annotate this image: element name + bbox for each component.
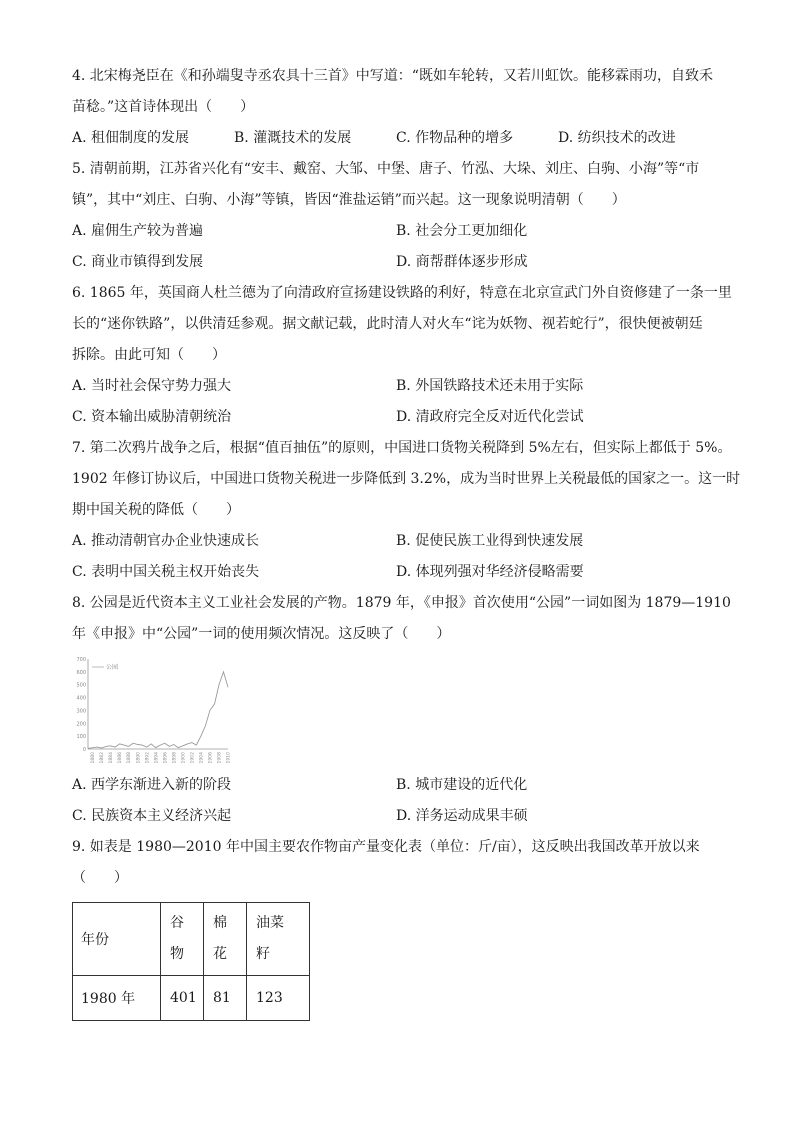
x-tick-label: 1898 <box>172 752 178 764</box>
y-tick-label: 600 <box>76 669 86 676</box>
table-header-row <box>73 903 310 976</box>
q4-option-b[interactable]: B. 灌溉技术的发展 <box>234 130 352 146</box>
question-8 <box>72 591 732 835</box>
x-tick-label: 1892 <box>145 752 151 764</box>
chart-axes <box>88 659 228 749</box>
x-tick-label: 1884 <box>109 752 115 764</box>
q5-option-b[interactable]: B. 社会分工更加细化 <box>396 223 528 239</box>
cell-grain: 401 <box>161 976 204 1021</box>
table-row <box>73 976 310 1021</box>
q4-option-d[interactable]: D. 纺织技术的改进 <box>558 130 676 146</box>
q6-option-d[interactable]: D. 清政府完全反对近代化尝试 <box>396 409 584 425</box>
x-tick-label: 1896 <box>163 752 169 764</box>
q8-options-row-2 <box>72 804 732 835</box>
q8-stem-line-1: 8. 公园是近代资本主义工业社会发展的产物。1879 年，《申报》首次使用“公园”一词如图为 1879—1910 <box>72 595 731 611</box>
q8-options-row-1 <box>72 773 732 804</box>
q7-options-row-2 <box>72 560 732 591</box>
y-tick-label: 0 <box>82 747 86 753</box>
header-rapeseed <box>247 903 310 976</box>
header-year: 年份 <box>73 903 161 976</box>
cell-cotton: 81 <box>204 976 247 1021</box>
series-line-gongyuan <box>88 672 228 749</box>
q4-option-a[interactable]: A. 租佃制度的发展 <box>72 130 190 146</box>
q5-options-row-2 <box>72 250 732 281</box>
header-grain-char-2: 物 <box>170 946 184 962</box>
q6-stem-line-2: 长的“迷你铁路”，以供清廷参观。据文献记载，此时清人对火车“诧为妖物、视若蛇行”，很快便被朝廷 <box>72 316 703 332</box>
q7-option-b[interactable]: B. 促使民族工业得到快速发展 <box>396 533 584 549</box>
x-tick-label: 1906 <box>208 752 214 764</box>
y-tick-label: 100 <box>76 734 86 741</box>
q8-option-d[interactable]: D. 洋务运动成果丰硕 <box>396 808 528 824</box>
y-tick-label: 700 <box>76 657 86 663</box>
q8-option-b[interactable]: B. 城市建设的近代化 <box>396 777 528 793</box>
q6-option-c[interactable]: C. 资本输出威胁清朝统治 <box>72 409 232 425</box>
x-tick-label: 1900 <box>181 752 187 764</box>
header-cotton-char-2: 花 <box>213 946 227 962</box>
question-9 <box>72 835 732 1021</box>
crop-yield-table <box>72 902 310 1021</box>
x-tick-label: 1894 <box>154 752 160 764</box>
q6-stem-line-1: 6. 1865 年，英国商人杜兰德为了向清政府宣扬建设铁路的利好，特意在北京宣武门外自资修建了一条一里 <box>72 285 732 301</box>
x-tick-label: 1886 <box>118 752 124 764</box>
question-7 <box>72 436 741 591</box>
header-cotton-char-1: 棉 <box>213 915 227 931</box>
q7-option-a[interactable]: A. 推动清朝官办企业快速成长 <box>72 533 260 549</box>
header-grain-char-1: 谷 <box>170 915 184 931</box>
header-rapeseed-part-2: 籽 <box>256 946 270 962</box>
q6-options-row-2 <box>72 405 732 436</box>
chart-y-ticks <box>76 657 86 753</box>
y-tick-label: 500 <box>76 682 86 689</box>
q5-option-c[interactable]: C. 商业市镇得到发展 <box>72 254 204 270</box>
q9-stem-line-1: 9. 如表是 1980—2010 年中国主要农作物亩产量变化表（单位：斤/亩），这反映出我国改革开放以来 <box>72 839 700 855</box>
cell-year: 1980 年 <box>73 976 161 1021</box>
gongyuan-frequency-chart <box>72 653 232 773</box>
q5-stem-line-2: 镇”，其中“刘庄、白驹、小海”等镇，皆因“淮盐运销”而兴起。这一现象说明清朝（ ） <box>72 192 626 208</box>
x-tick-label: 1902 <box>190 752 196 764</box>
y-tick-label: 300 <box>76 708 86 715</box>
q7-option-d[interactable]: D. 体现列强对华经济侵略需要 <box>396 564 584 580</box>
q5-stem-line-1: 5. 清朝前期，江苏省兴化有“安丰、戴窑、大邹、中堡、唐子、竹泓、大垛、刘庄、白驹、小海”等“市 <box>72 161 700 177</box>
q4-option-c[interactable]: C. 作物品种的增多 <box>396 130 514 146</box>
q5-option-d[interactable]: D. 商帮群体逐步形成 <box>396 254 528 270</box>
q7-options-row-1 <box>72 529 732 560</box>
cell-rapeseed: 123 <box>247 976 310 1021</box>
q4-stem-line-1: 4. 北宋梅尧臣在《和孙端叟寺丞农具十三首》中写道：“既如车轮转，又若川虹饮。能移霖雨功，自致禾 <box>72 68 713 84</box>
legend-label: 公园 <box>106 664 119 671</box>
q6-options-row-1 <box>72 374 732 405</box>
q6-stem-line-3: 拆除。由此可知（ ） <box>72 347 226 363</box>
q7-stem-line-3: 期中国关税的降低（ ） <box>72 502 240 518</box>
q6-option-b[interactable]: B. 外国铁路技术还未用于实际 <box>396 378 584 394</box>
x-tick-label: 1904 <box>199 752 205 764</box>
q7-stem-line-2: 1902 年修订协议后，中国进口货物关税进一步降低到 3.2%，成为当时世界上关税最低的国家之一。这一时 <box>72 471 741 487</box>
chart-legend <box>92 663 118 671</box>
chart-series <box>88 672 228 749</box>
chart-x-ticks <box>90 752 231 764</box>
header-rapeseed-part-1: 油菜 <box>256 915 284 931</box>
question-6 <box>72 281 732 436</box>
q8-option-c[interactable]: C. 民族资本主义经济兴起 <box>72 808 232 824</box>
x-tick-label: 1882 <box>100 752 106 764</box>
x-tick-label: 1908 <box>217 752 223 764</box>
q8-stem-line-2: 年《申报》中“公园”一词的使用频次情况。这反映了（ ） <box>72 626 451 642</box>
q7-option-c[interactable]: C. 表明中国关税主权开始丧失 <box>72 564 260 580</box>
q5-option-a[interactable]: A. 雇佣生产较为普遍 <box>72 223 204 239</box>
x-tick-label: 1890 <box>136 752 142 764</box>
x-tick-label: 1910 <box>226 752 232 764</box>
question-4 <box>72 64 732 157</box>
x-tick-label: 1888 <box>127 752 133 764</box>
x-tick-label: 1880 <box>91 752 97 764</box>
q9-stem-line-2: （ ） <box>72 870 128 886</box>
exam-page <box>72 64 741 1021</box>
header-grain <box>161 903 204 976</box>
question-5 <box>72 157 732 281</box>
q5-options-row-1 <box>72 219 732 250</box>
y-tick-label: 400 <box>76 695 86 702</box>
q7-stem-line-1: 7. 第二次鸦片战争之后，根据“值百抽伍”的原则，中国进口货物关税降到 5%左右，但实际上都低于 5%。 <box>72 440 732 456</box>
header-cotton <box>204 903 247 976</box>
q4-options <box>72 126 732 157</box>
q4-stem-line-2: 苗稔。”这首诗体现出（ ） <box>72 99 255 115</box>
y-tick-label: 200 <box>76 721 86 728</box>
q6-option-a[interactable]: A. 当时社会保守势力强大 <box>72 378 232 394</box>
q8-option-a[interactable]: A. 西学东渐进入新的阶段 <box>72 777 232 793</box>
